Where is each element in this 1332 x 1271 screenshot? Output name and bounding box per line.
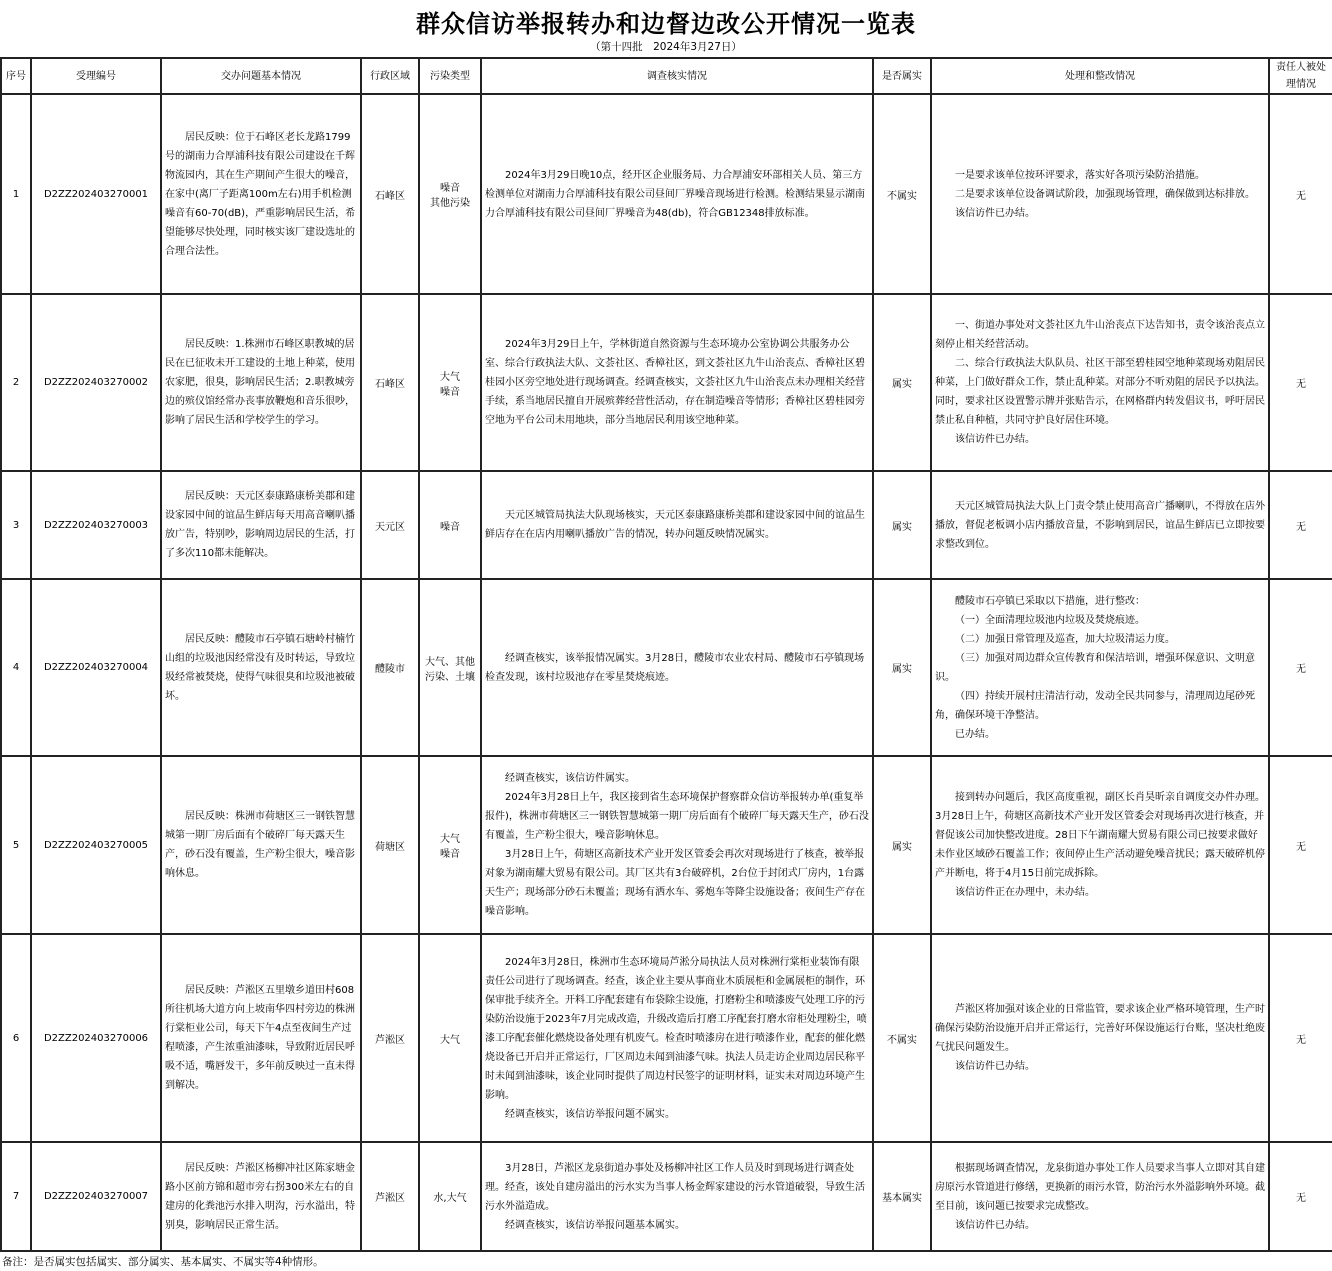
row-number: 4	[1, 579, 31, 756]
investigation-text-line: 2024年3月28日上午，我区接到省生态环境保护督察群众信访举报转办单(重复举报件)，株洲市荷塘区三一钢铁智慧城第一期厂房后面有个破碎厂每天露天生产，砂石没有覆盖，生产粉尘很大，噪音影响休息。	[485, 792, 869, 841]
handling-text-line: 根据现场调查情况，龙泉街道办事处工作人员要求当事人立即对其自建房原污水管道进行修缮，更换新的雨污水管，防治污水外溢影响外环境。截至目前，该问题已按要求完成整改。	[935, 1162, 1265, 1212]
pollution-type	[419, 579, 481, 756]
handling-text-line: （三）加强对周边群众宣传教育和保洁培训，增强环保意识、文明意识。	[935, 652, 1255, 683]
pollution-type-line: 大气	[440, 371, 460, 383]
handling-text-line: （一）全面清理垃圾池内垃圾及焚烧痕迹。	[955, 614, 1145, 626]
handling-text	[931, 471, 1269, 579]
case-id: D2ZZ202403270001	[31, 94, 161, 294]
issue-text-line: 居民反映：芦淞区杨柳冲社区陈家塘金路小区前方锦和超市旁右拐300米左右的自建房的化粪池污水排入明沟，污水溢出，特别臭，影响居民正常生活。	[165, 1162, 355, 1231]
pollution-type	[419, 294, 481, 471]
issue-text-line: 居民反映：天元区泰康路康桥美郡和建设家园中间的谊品生鲜店每天用高音喇叭播放广告，特别吵，影响周边居民的生活，打了多次110都未能解决。	[165, 491, 355, 559]
pollution-type-line: 大气	[440, 1034, 460, 1046]
row-number: 7	[1, 1142, 31, 1251]
handling-text-line: 醴陵市石亭镇已采取以下措施，进行整改：	[955, 595, 1145, 607]
investigation-text-line: 3月28日上午，荷塘区高新技术产业开发区管委会再次对现场进行了核查，被举报对象为湖南耀大贸易有限公司。其厂区共有3台破碎机，2台位于封闭式厂房内，1台露天生产；现场部分砂石未覆盖；现场有洒水车、雾炮车等降尘设施设备；夜间生产存在噪音影响。	[485, 849, 865, 917]
pollution-type	[419, 1142, 481, 1251]
pollution-type	[419, 94, 481, 294]
verified-status: 属实	[873, 294, 931, 471]
investigation-text-line: 经调查核实，该信访举报问题基本属实。	[505, 1219, 685, 1231]
handling-text-line: 天元区城管局执法大队上门责令禁止使用高音广播喇叭，不得放在店外播放，督促老板调小店内播放音量，不影响到居民，谊品生鲜店已立即按要求整改到位。	[935, 500, 1265, 550]
table-row	[1, 1142, 1332, 1251]
pollution-type	[419, 756, 481, 934]
pollution-type-line: 水,大气	[433, 1193, 467, 1204]
issue-text	[161, 94, 361, 294]
investigation-text-line: 2024年3月29日上午，学林街道自然资源与生态环境办公室协调公共服务办公室、综合行政执法大队、文荟社区、香樟社区，到文荟社区九牛山治丧点、香樟社区碧桂园小区旁空地处进行现场调查。经调查核实，文荟社区九牛山治丧点未办理相关经营手续，系当地居民擅自开展殡葬经营性活动，存在制造噪音等情形；香樟社区碧桂园旁空地为平台公司未用地块，部分当地居民利用该空地种菜。	[485, 339, 865, 426]
header-handling: 处理和整改情况	[931, 58, 1269, 94]
issue-text	[161, 579, 361, 756]
handling-text-line: 该信访件已办结。	[955, 1061, 1035, 1072]
pollution-type-line: 噪音	[440, 183, 460, 194]
accountability: 无	[1269, 756, 1332, 934]
handling-text	[931, 294, 1269, 471]
header-verified: 是否属实	[873, 58, 931, 94]
handling-text	[931, 94, 1269, 294]
header-region: 行政区域	[361, 58, 419, 94]
issue-text-line: 居民反映：位于石峰区老长龙路1799号的湖南力合厚浦科技有限公司建设在千辉物流园内，其在生产期间产生很大的噪音，在家中(离厂子距离100m左右)用手机检测噪音有60-70(dB)，严重影响居民生活，希望能够尽快处理，同时核实该厂建设选址的合理合法性。	[165, 131, 356, 257]
case-id: D2ZZ202403270003	[31, 471, 161, 579]
investigation-text-line: 经调查核实，该信访件属实。	[505, 773, 635, 784]
region: 芦淞区	[361, 934, 419, 1142]
region: 天元区	[361, 471, 419, 579]
issue-text	[161, 1142, 361, 1251]
investigation-text	[481, 934, 873, 1142]
table-row	[1, 471, 1332, 579]
handling-text-line: 该信访件已办结。	[955, 1219, 1035, 1231]
verified-status: 属实	[873, 579, 931, 756]
accountability: 无	[1269, 294, 1332, 471]
pollution-type	[419, 471, 481, 579]
investigation-text-line: 经调查核实，该举报情况属实。3月28日，醴陵市农业农村局、醴陵市石亭镇现场检查发现，该村垃圾池存在零星焚烧痕迹。	[485, 652, 865, 683]
investigation-text-line: 2024年3月29日晚10点，经开区企业服务局、力合厚浦安环部相关人员、第三方检测单位对湖南力合厚浦科技有限公司昼间厂界噪音现场进行检测。检测结果显示湖南力合厚浦科技有限公司昼间厂界噪音为48(db)，符合GB12348排放标准。	[485, 169, 865, 219]
issue-text-line: 居民反映：1.株洲市石峰区职教城的居民在已征收未开工建设的土地上种菜，使用农家肥，很臭，影响居民生活；2.职教城旁边的殡仪馆经常办丧事放鞭炮和音乐很吵，影响了居民生活和学校学生的学习。	[165, 339, 355, 426]
handling-text-line: 二是要求该单位设备调试阶段，加强现场管理，确保做到达标排放。	[955, 188, 1255, 200]
verified-status: 不属实	[873, 934, 931, 1142]
row-number: 1	[1, 94, 31, 294]
pollution-type-line: 其他污染	[430, 198, 470, 209]
header-accountability: 责任人被处理情况	[1269, 58, 1332, 94]
row-number: 3	[1, 471, 31, 579]
handling-text	[931, 756, 1269, 934]
pollution-type-line: 大气、其他	[425, 656, 475, 668]
case-id: D2ZZ202403270007	[31, 1142, 161, 1251]
region: 芦淞区	[361, 1142, 419, 1251]
issue-text	[161, 294, 361, 471]
accountability: 无	[1269, 1142, 1332, 1251]
handling-text-line: 芦淞区将加强对该企业的日常监管，要求该企业严格环境管理，生产时确保污染防治设施开启并正常运行，完善好环保设施运行台账，坚决杜绝废气扰民问题发生。	[935, 1004, 1265, 1053]
page-title: 群众信访举报转办和边督边改公开情况一览表	[416, 9, 916, 38]
investigation-text-line: 经调查核实，该信访举报问题不属实。	[505, 1108, 675, 1120]
investigation-text	[481, 471, 873, 579]
pollution-type-line: 噪音	[440, 386, 460, 398]
handling-text	[931, 579, 1269, 756]
region: 石峰区	[361, 94, 419, 294]
petition-table	[0, 57, 1332, 1252]
handling-text-line: 该信访件已办结。	[955, 207, 1035, 219]
investigation-text	[481, 94, 873, 294]
row-number: 6	[1, 934, 31, 1142]
issue-text-line: 居民反映：株洲市荷塘区三一钢铁智慧城第一期厂房后面有个破碎厂每天露天生产，砂石没有覆盖，生产粉尘很大，噪音影响休息。	[165, 811, 355, 879]
handling-text-line: 接到转办问题后，我区高度重视，副区长肖昊昕亲自调度交办件办理。3月28日上午，荷塘区高新技术产业开发区管委会对现场再次进行核查，并督促该公司加快整改进度。28日下午湖南耀大贸易有限公司已按要求做好未作业区域砂石覆盖工作；夜间停止生产活动避免噪音扰民；露天破碎机停产并断电，将于4月15日前完成拆除。	[935, 792, 1265, 879]
handling-text-line: 二、综合行政执法大队队员、社区干部至碧桂园空地种菜现场劝阻居民种菜，上门做好群众工作，禁止乱种菜。对部分不听劝阻的居民予以执法。同时，要求社区设置警示牌并张贴告示，在网格群内转发倡议书，呼吁居民禁止私自种植，共同守护良好居住环境。	[935, 358, 1265, 426]
handling-text	[931, 934, 1269, 1142]
verified-status: 不属实	[873, 94, 931, 294]
pollution-type-line: 噪音	[440, 521, 460, 533]
investigation-text-line: 天元区城管局执法大队现场核实，天元区泰康路康桥美郡和建设家园中间的谊品生鲜店存在在店内用喇叭播放广告的情况，转办问题反映情况属实。	[485, 510, 865, 540]
accountability: 无	[1269, 579, 1332, 756]
investigation-text-line: 2024年3月28日，株洲市生态环境局芦淞分局执法人员对株洲行棠柜业装饰有限责任公司进行了现场调查。经查，该企业主要从事商业木质展柜和金属展柜的制作，环保审批手续齐全。开料工序配套建有布袋除尘设施，打磨粉尘和喷漆废气处理工序的污染防治设施于2023年7月完成改造，升级改造后打磨工序配套打磨水帘柜处理粉尘，喷漆工序配套催化燃烧设备处理有机废气。检查时喷漆房在进行喷漆作业，配套的催化燃烧设备已开启并正常运行，厂区周边未闻到油漆气味。执法人员走访企业周边居民称平时未闻到油漆味，该企业同时提供了周边村民签字的证明材料，证实未对周边环境产生影响。	[485, 956, 867, 1101]
table-row	[1, 756, 1332, 934]
verified-status: 基本属实	[873, 1142, 931, 1251]
investigation-text	[481, 579, 873, 756]
region: 石峰区	[361, 294, 419, 471]
issue-text-line: 居民反映：芦淞区五里墩乡道田村608所往机场大道方向上坡南华四村旁边的株洲行棠柜业公司，每天下午4点至夜间生产过程喷漆，产生浓重油漆味，导致附近居民呼吸不适，嘴唇发干，多年前反映过一直未得到解决。	[165, 985, 355, 1091]
header-row	[1, 58, 1332, 94]
case-id: D2ZZ202403270006	[31, 934, 161, 1142]
handling-text-line: （四）持续开展村庄清洁行动，发动全民共同参与，清理周边尾砂死角，确保环境干净整洁。	[935, 690, 1255, 721]
handling-text-line: 已办结。	[955, 728, 995, 740]
issue-text	[161, 934, 361, 1142]
row-number: 5	[1, 756, 31, 934]
table-row	[1, 94, 1332, 294]
header-no: 序号	[1, 58, 31, 94]
investigation-text	[481, 1142, 873, 1251]
handling-text	[931, 1142, 1269, 1251]
case-id: D2ZZ202403270004	[31, 579, 161, 756]
header-issue: 交办问题基本情况	[161, 58, 361, 94]
handling-text-line: 该信访件正在办理中，未办结。	[955, 887, 1095, 898]
table-row	[1, 294, 1332, 471]
case-id: D2ZZ202403270005	[31, 756, 161, 934]
verified-status: 属实	[873, 756, 931, 934]
accountability: 无	[1269, 94, 1332, 294]
header-id: 受理编号	[31, 58, 161, 94]
pollution-type-line: 大气	[440, 834, 460, 845]
table-row	[1, 934, 1332, 1142]
case-id: D2ZZ202403270002	[31, 294, 161, 471]
handling-text-line: 一、街道办事处对文荟社区九牛山治丧点下达告知书，责令该治丧点立刻停止相关经营活动。	[935, 320, 1265, 350]
handling-text-line: 该信访件已办结。	[955, 434, 1035, 445]
row-number: 2	[1, 294, 31, 471]
header-pollution: 污染类型	[419, 58, 481, 94]
header-investigation: 调查核实情况	[481, 58, 873, 94]
footnote: 备注：是否属实包括属实、部分属实、基本属实、不属实等4种情形。	[2, 1256, 324, 1268]
batch-subtitle: （第十四批 2024年3月27日）	[590, 41, 742, 53]
pollution-type	[419, 934, 481, 1142]
issue-text-line: 居民反映：醴陵市石亭镇石塘岭村楠竹山组的垃圾池因经常没有及时转运，导致垃圾经常被焚烧，使得气味很臭和垃圾池被破坏。	[165, 633, 355, 702]
investigation-text	[481, 756, 873, 934]
pollution-type-line: 噪音	[440, 849, 460, 860]
region: 荷塘区	[361, 756, 419, 934]
region: 醴陵市	[361, 579, 419, 756]
investigation-text-line: 3月28日，芦淞区龙泉街道办事处及杨柳冲社区工作人员及时到现场进行调查处理。经查，该处自建房溢出的污水实为当事人杨金辉家建设的污水管道破裂，导致生活污水外溢造成。	[485, 1162, 865, 1212]
accountability: 无	[1269, 934, 1332, 1142]
handling-text-line: （二）加强日常管理及巡查，加大垃圾清运力度。	[955, 633, 1175, 645]
table-row	[1, 579, 1332, 756]
accountability: 无	[1269, 471, 1332, 579]
pollution-type-line: 污染、土壤	[425, 671, 475, 683]
issue-text	[161, 756, 361, 934]
verified-status: 属实	[873, 471, 931, 579]
issue-text	[161, 471, 361, 579]
investigation-text	[481, 294, 873, 471]
handling-text-line: 一是要求该单位按环评要求，落实好各项污染防治措施。	[955, 169, 1205, 181]
